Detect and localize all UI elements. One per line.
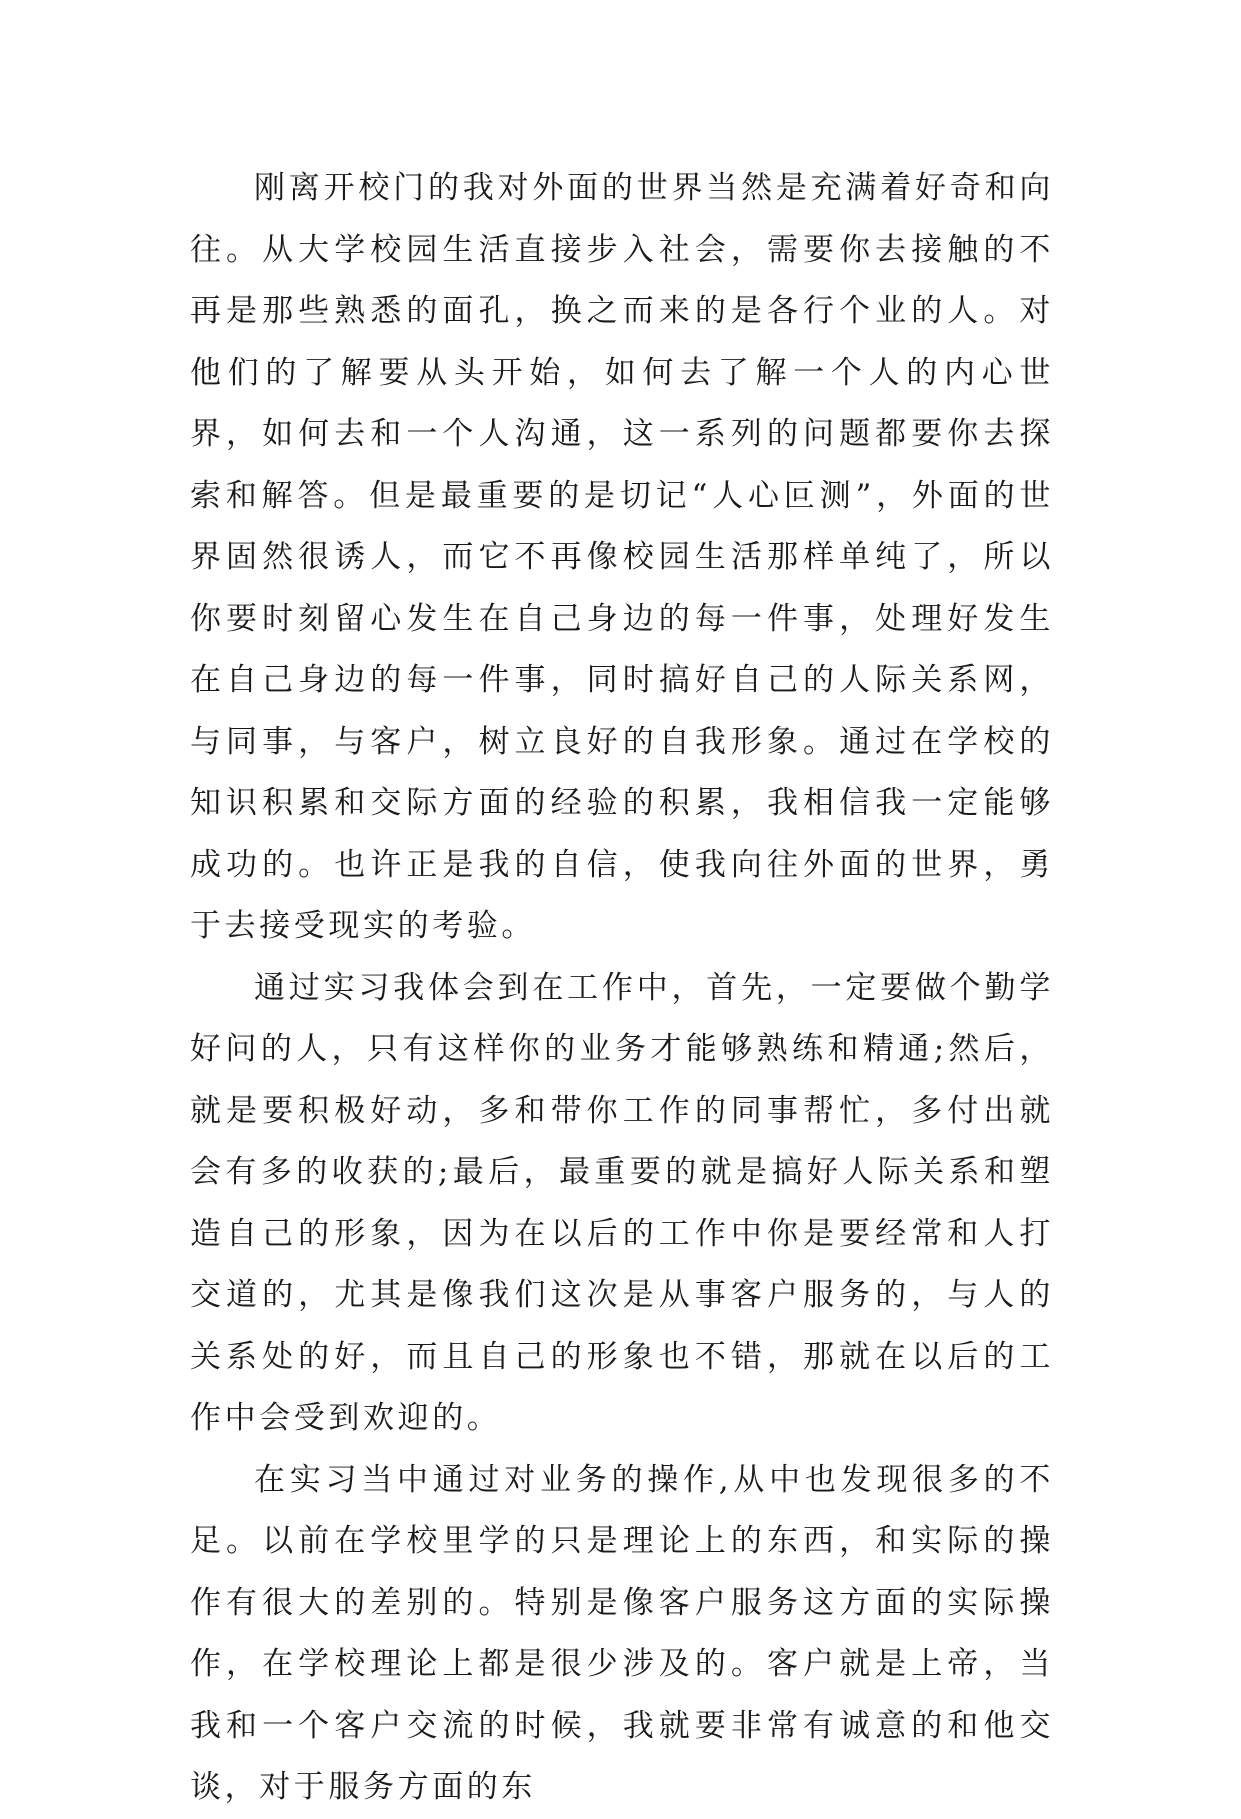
paragraph-3: 在实习当中通过对业务的操作,从中也发现很多的不足。以前在学校里学的只是理论上的东西，和实际的操作有很大的差别的。特别是像客户服务这方面的实际操作，在学校理论上都是很少涉及的。客户就是上帝，当我和一个客户交流的时候，我就要非常有诚意的和他交谈，对于服务方面的东 <box>190 1461 1054 1805</box>
paragraph-1: 刚离开校门的我对外面的世界当然是充满着好奇和向往。从大学校园生活直接步入社会，需要你去接触的不再是那些熟悉的面孔，换之而来的是各行个业的人。对他们的了解要从头开始，如何去了解一个人的内心世界，如何去和一个人沟通，这一系列的问题都要你去探索和解答。但是最重要的是切记“人心叵测”，外面的世界固然很诱人，而它不再像校园生活那样单纯了，所以你要时刻留心发生在自己身边的每一件事，处理好发生在自己身边的每一件事，同时搞好自己的人际关系网，与同事，与客户，树立良好的自我形象。通过在学校的知识积累和交际方面的经验的积累，我相信我一定能够成功的。也许正是我的自信，使我向往外面的世界，勇于去接受现实的考验。 <box>190 170 1054 944</box>
paragraph-2: 通过实习我体会到在工作中，首先，一定要做个勤学好问的人，只有这样你的业务才能够熟练和精通;然后，就是要积极好动，多和带你工作的同事帮忙，多付出就会有多的收获的;最后，最重要的就是搞好人际关系和塑造自己的形象，因为在以后的工作中你是要经常和人打交道的，尤其是像我们这次是从事客户服务的，与人的关系处的好，而且自己的形象也不错，那就在以后的工作中会受到欢迎的。 <box>190 969 1054 1436</box>
document-body <box>190 158 1054 1819</box>
